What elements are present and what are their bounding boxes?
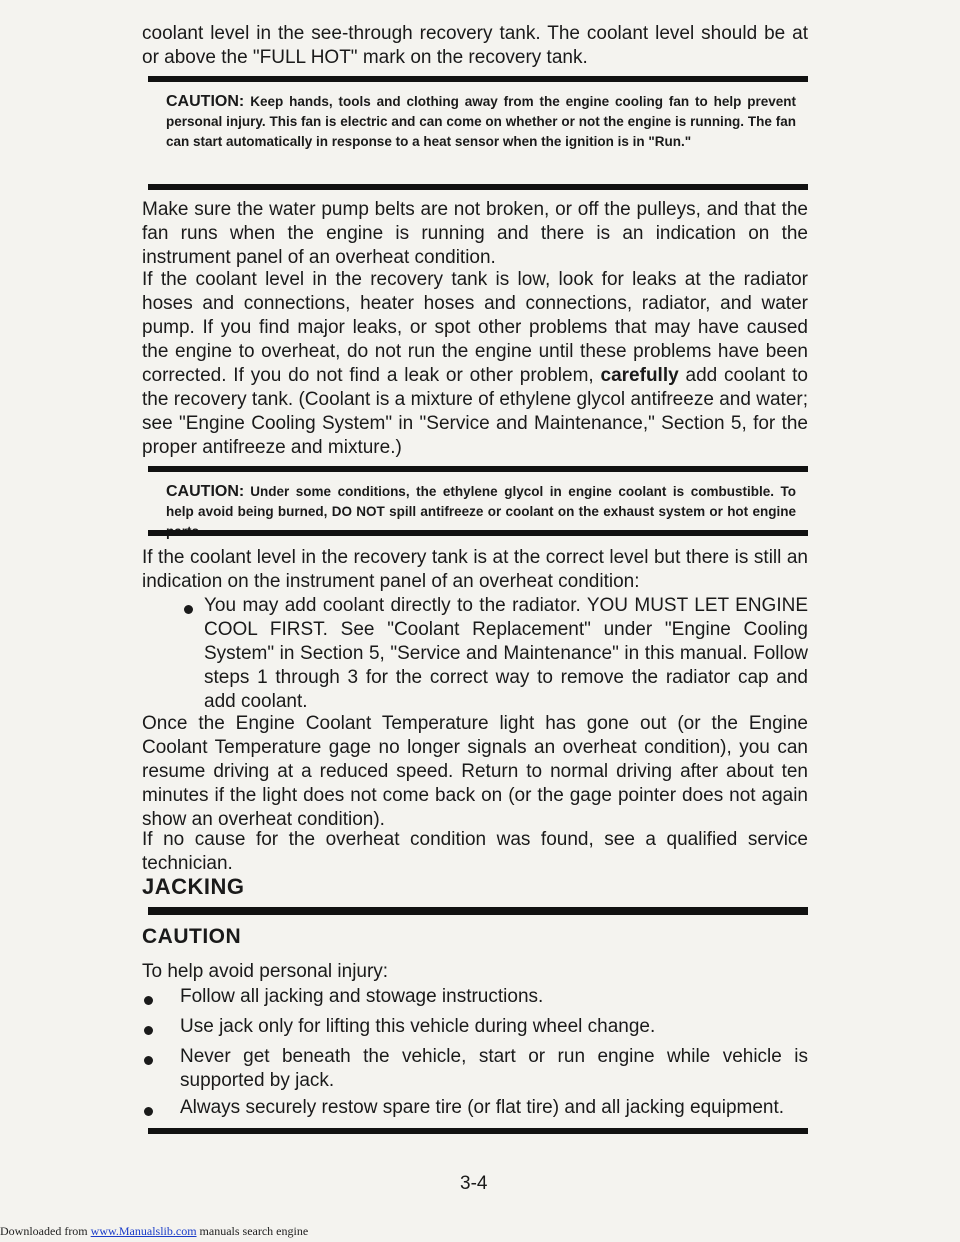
para-intro: coolant level in the see-through recovery tank. The coolant level should be at or above the "FULL HOT" mark on the recovery tank. [142, 23, 808, 68]
caution-text: Keep hands, tools and clothing away from the engine cooling fan to help prevent personal injury. This fan is electric and can come on whether or not the engine is running. The fan can start automatically in response to a heat sensor when the ignition is in "Run." [166, 94, 796, 149]
bullet-text: Always securely restow spare tire (or flat tire) and all jacking equipment. [180, 1097, 785, 1118]
bullet-dot [144, 1056, 153, 1065]
caution-rule-bottom [148, 530, 808, 536]
caution-label: CAUTION: [166, 93, 245, 110]
caution-rule-top [148, 76, 808, 82]
download-footer [0, 1224, 308, 1239]
bullet-dot [184, 605, 193, 614]
footer-suffix: manuals search engine [196, 1224, 309, 1238]
jacking-rule [148, 907, 808, 915]
heading-caution: CAUTION [142, 925, 242, 948]
bullet-dot [144, 1026, 153, 1035]
bullet-dot [144, 1107, 153, 1116]
para-correct: If the coolant level in the recovery tank is at the correct level but there is still an indication on the instrument panel of an overheat condition: [142, 547, 808, 592]
heading-jacking: JACKING [142, 874, 245, 899]
bullet-dot [144, 996, 153, 1005]
caution-fan [166, 92, 796, 152]
para-no-cause: If no cause for the overheat condition was found, see a qualified service technician. [142, 829, 808, 874]
para-leaks [142, 268, 808, 460]
bullet-text: You may add coolant directly to the radiator. YOU MUST LET ENGINE COOL FIRST. See "Coolant Replacement" under "Engine Cooling System" in Section 5, "Service and Maintenance" in this manual. Follow steps 1 through 3 for the correct way to remove the radiator cap and add coolant. [204, 595, 808, 712]
bullet-text: Use jack only for lifting this vehicle during wheel change. [180, 1016, 656, 1037]
bullet-text: Follow all jacking and stowage instructions. [180, 986, 544, 1007]
para-once: Once the Engine Coolant Temperature light has gone out (or the Engine Coolant Temperature gage no longer signals an overheat condition), you can resume driving at a reduced speed. Return to normal driving after about ten minutes if the light does not come back on (or the gage pointer does not again show an overheat condition). [142, 713, 808, 830]
para-leaks-a: If the coolant level in the recovery tank is low, look for leaks at the radiator hoses and connections, heater hoses and connections, radiator, and water pump. If you find major leaks, or spot other problems that may have caused the engine to overheat, do not run the engine until these problems have been corrected. If you do not find a leak or other problem, [142, 269, 808, 386]
jack-intro: To help avoid personal injury: [142, 961, 389, 982]
manualslib-link[interactable]: www.Manualslib.com [90, 1224, 197, 1238]
caution-rule-bottom [148, 184, 808, 190]
caution-rule-top [148, 466, 808, 472]
para-belts: Make sure the water pump belts are not broken, or off the pulleys, and that the fan runs when the engine is running and there is an indication on the instrument panel of an overheat condition. [142, 199, 808, 268]
page-number: 3-4 [460, 1173, 488, 1194]
footer-prefix: Downloaded from [0, 1224, 91, 1238]
bottom-rule [148, 1128, 808, 1134]
para-leaks-b: add coolant to the recovery tank. (Coolant is a mixture of ethylene glycol antifreeze and water; see "Engine Cooling System" in "Service and Maintenance," Section 5, for the proper antifreeze and mixture.) [142, 365, 808, 458]
para-leaks-emph: carefully [600, 365, 679, 386]
caution-label: CAUTION: [166, 483, 245, 500]
bullet-text: Never get beneath the vehicle, start or run engine while vehicle is supported by jack. [180, 1046, 808, 1091]
caution-text: Under some conditions, the ethylene glycol in engine coolant is combustible. To help avoid being burned, DO NOT spill antifreeze or coolant on the exhaust system or hot engine [166, 484, 796, 519]
